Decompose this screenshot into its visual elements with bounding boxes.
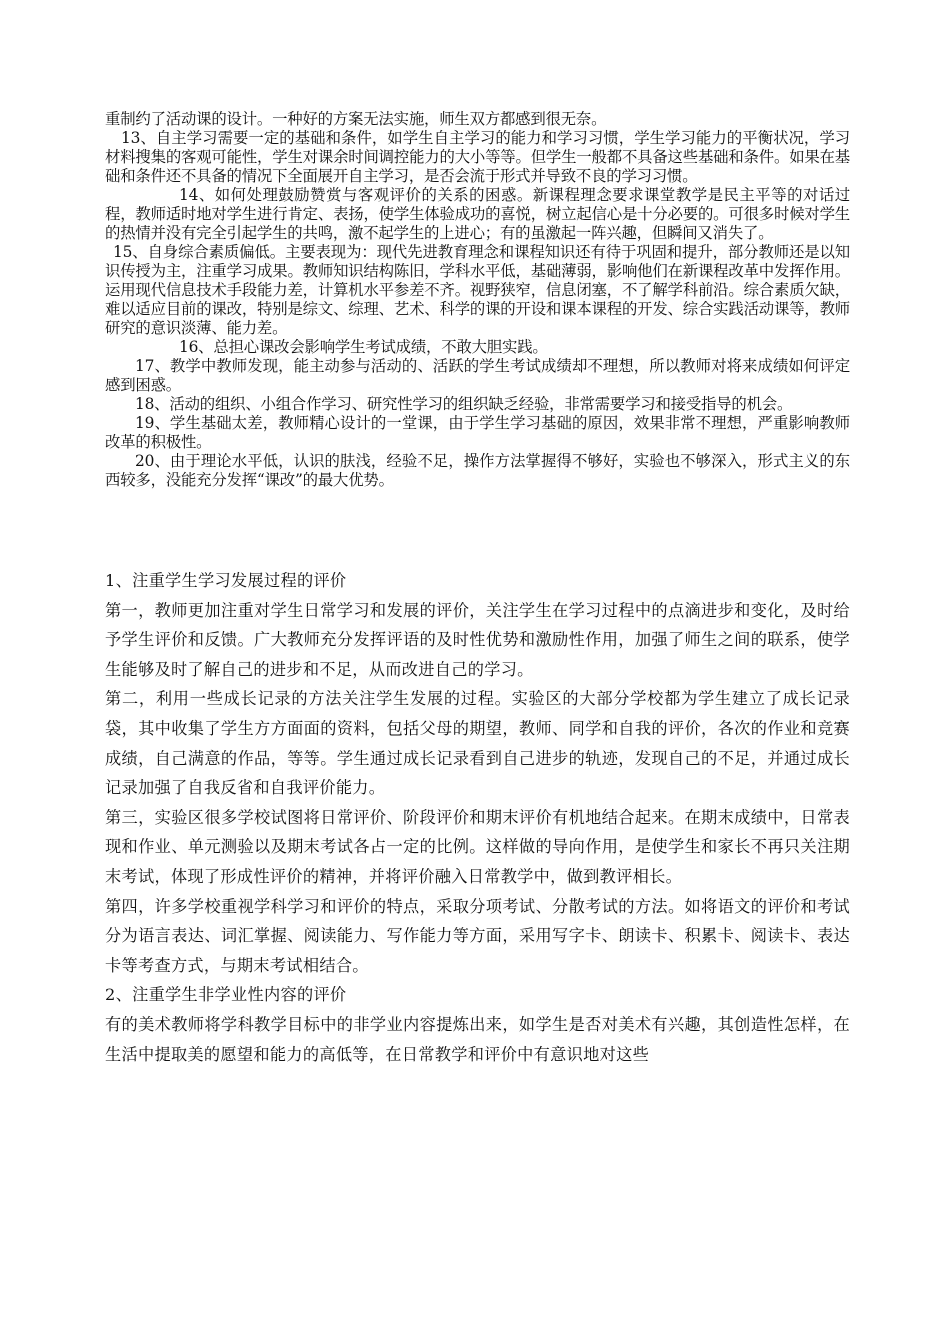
paragraph-17: 17、教学中教师发现，能主动参与活动的、活跃的学生考试成绩却不理想，所以教师对将来成绩如何评定感到困惑。 bbox=[105, 357, 850, 394]
section-gap bbox=[105, 490, 850, 566]
section-heading-1: 1、注重学生学习发展过程的评价 bbox=[105, 571, 347, 590]
paragraph-art-teacher: 有的美术教师将学科教学目标中的非学业内容提炼出来，如学生是否对美术有兴趣，其创造性怎样，在生活中提取美的愿望和能力的高低等，在日常教学和评价中有意识地对这些 bbox=[105, 1014, 850, 1064]
paragraph-continued: 重制约了活动课的设计。一种好的方案无法实施，师生双方都感到很无奈。 bbox=[105, 110, 607, 128]
paragraph-second: 第二，利用一些成长记录的方法关注学生发展的过程。实验区的大部分学校都为学生建立了成长记录袋，其中收集了学生方方面面的资料，包括父母的期望，教师、同学和自我的评价，各次的作业和竞赛成绩，自己满意的作品，等等。学生通过成长记录看到自己进步的轨迹，发现自己的不足，并通过成长记录加强了自我反省和自我评价能力。 bbox=[105, 689, 850, 798]
problem-list-section bbox=[105, 110, 850, 490]
paragraph-15: 15、自身综合素质偏低。主要表现为：现代先进教育理念和课程知识还有待于巩固和提升，部分教师还是以知识传授为主，注重学习成果。教师知识结构陈旧，学科水平低，基础薄弱，影响他们在新课程改革中发挥作用。运用现代信息技术手段能力差，计算机水平参差不齐。视野狭窄，信息闭塞，不了解学科前沿。综合素质欠缺，难以适应目前的课改，特别是综文、综理、艺术、科学的课的开设和课本课程的开发、综合实践活动课等，教师研究的意识淡薄、能力差。 bbox=[105, 243, 850, 337]
paragraph-third: 第三，实验区很多学校试图将日常评价、阶段评价和期末评价有机地结合起来。在期末成绩中，日常表现和作业、单元测验以及期末考试各占一定的比例。这样做的导向作用，是使学生和家长不再只关注期末考试，体现了形成性评价的精神，并将评价融入日常教学中，做到教评相长。 bbox=[105, 807, 850, 886]
paragraph-first: 第一，教师更加注重对学生日常学习和发展的评价，关注学生在学习过程中的点滴进步和变化，及时给予学生评价和反馈。广大教师充分发挥评语的及时性优势和激励性作用，加强了师生之间的联系，使学生能够及时了解自己的进步和不足，从而改进自己的学习。 bbox=[105, 600, 850, 679]
document-page bbox=[105, 110, 850, 1069]
paragraph-fourth: 第四，许多学校重视学科学习和评价的特点，采取分项考试、分散考试的方法。如将语文的评价和考试分为语言表达、词汇掌握、阅读能力、写作能力等方面，采用写字卡、朗读卡、积累卡、阅读卡、表达卡等考查方式，与期末考试相结合。 bbox=[105, 896, 850, 975]
paragraph-13: 13、自主学习需要一定的基础和条件，如学生自主学习的能力和学习习惯，学生学习能力的平衡状况，学习材料搜集的客观可能性，学生对课余时间调控能力的大小等等。但学生一般都不具备这些基础和条件。如果在基础和条件还不具备的情况下全面展开自主学习，是否会流于形式并导致不良的学习习惯。 bbox=[105, 129, 850, 185]
evaluation-section bbox=[105, 566, 850, 1069]
paragraph-16: 16、总担心课改会影响学生考试成绩，不敢大胆实践。 bbox=[179, 338, 548, 356]
paragraph-14: 14、如何处理鼓励赞赏与客观评价的关系的困惑。新课程理念要求课堂教学是民主平等的对话过程，教师适时地对学生进行肯定、表扬，使学生体验成功的喜悦，树立起信心是十分必要的。可很多时候对学生的热情并没有完全引起学生的共鸣，激不起学生的上进心；有的虽激起一阵兴趣，但瞬间又消失了。 bbox=[105, 186, 850, 242]
section-heading-2: 2、注重学生非学业性内容的评价 bbox=[105, 985, 347, 1005]
paragraph-18: 18、活动的组织、小组合作学习、研究性学习的组织缺乏经验，非常需要学习和接受指导的机会。 bbox=[135, 395, 793, 413]
paragraph-20: 20、由于理论水平低，认识的肤浅，经验不足，操作方法掌握得不够好，实验也不够深入，形式主义的东西较多，没能充分发挥“课改”的最大优势。 bbox=[105, 452, 850, 489]
paragraph-19: 19、学生基础太差，教师精心设计的一堂课，由于学生学习基础的原因，效果非常不理想，严重影响教师改革的积极性。 bbox=[105, 414, 850, 451]
